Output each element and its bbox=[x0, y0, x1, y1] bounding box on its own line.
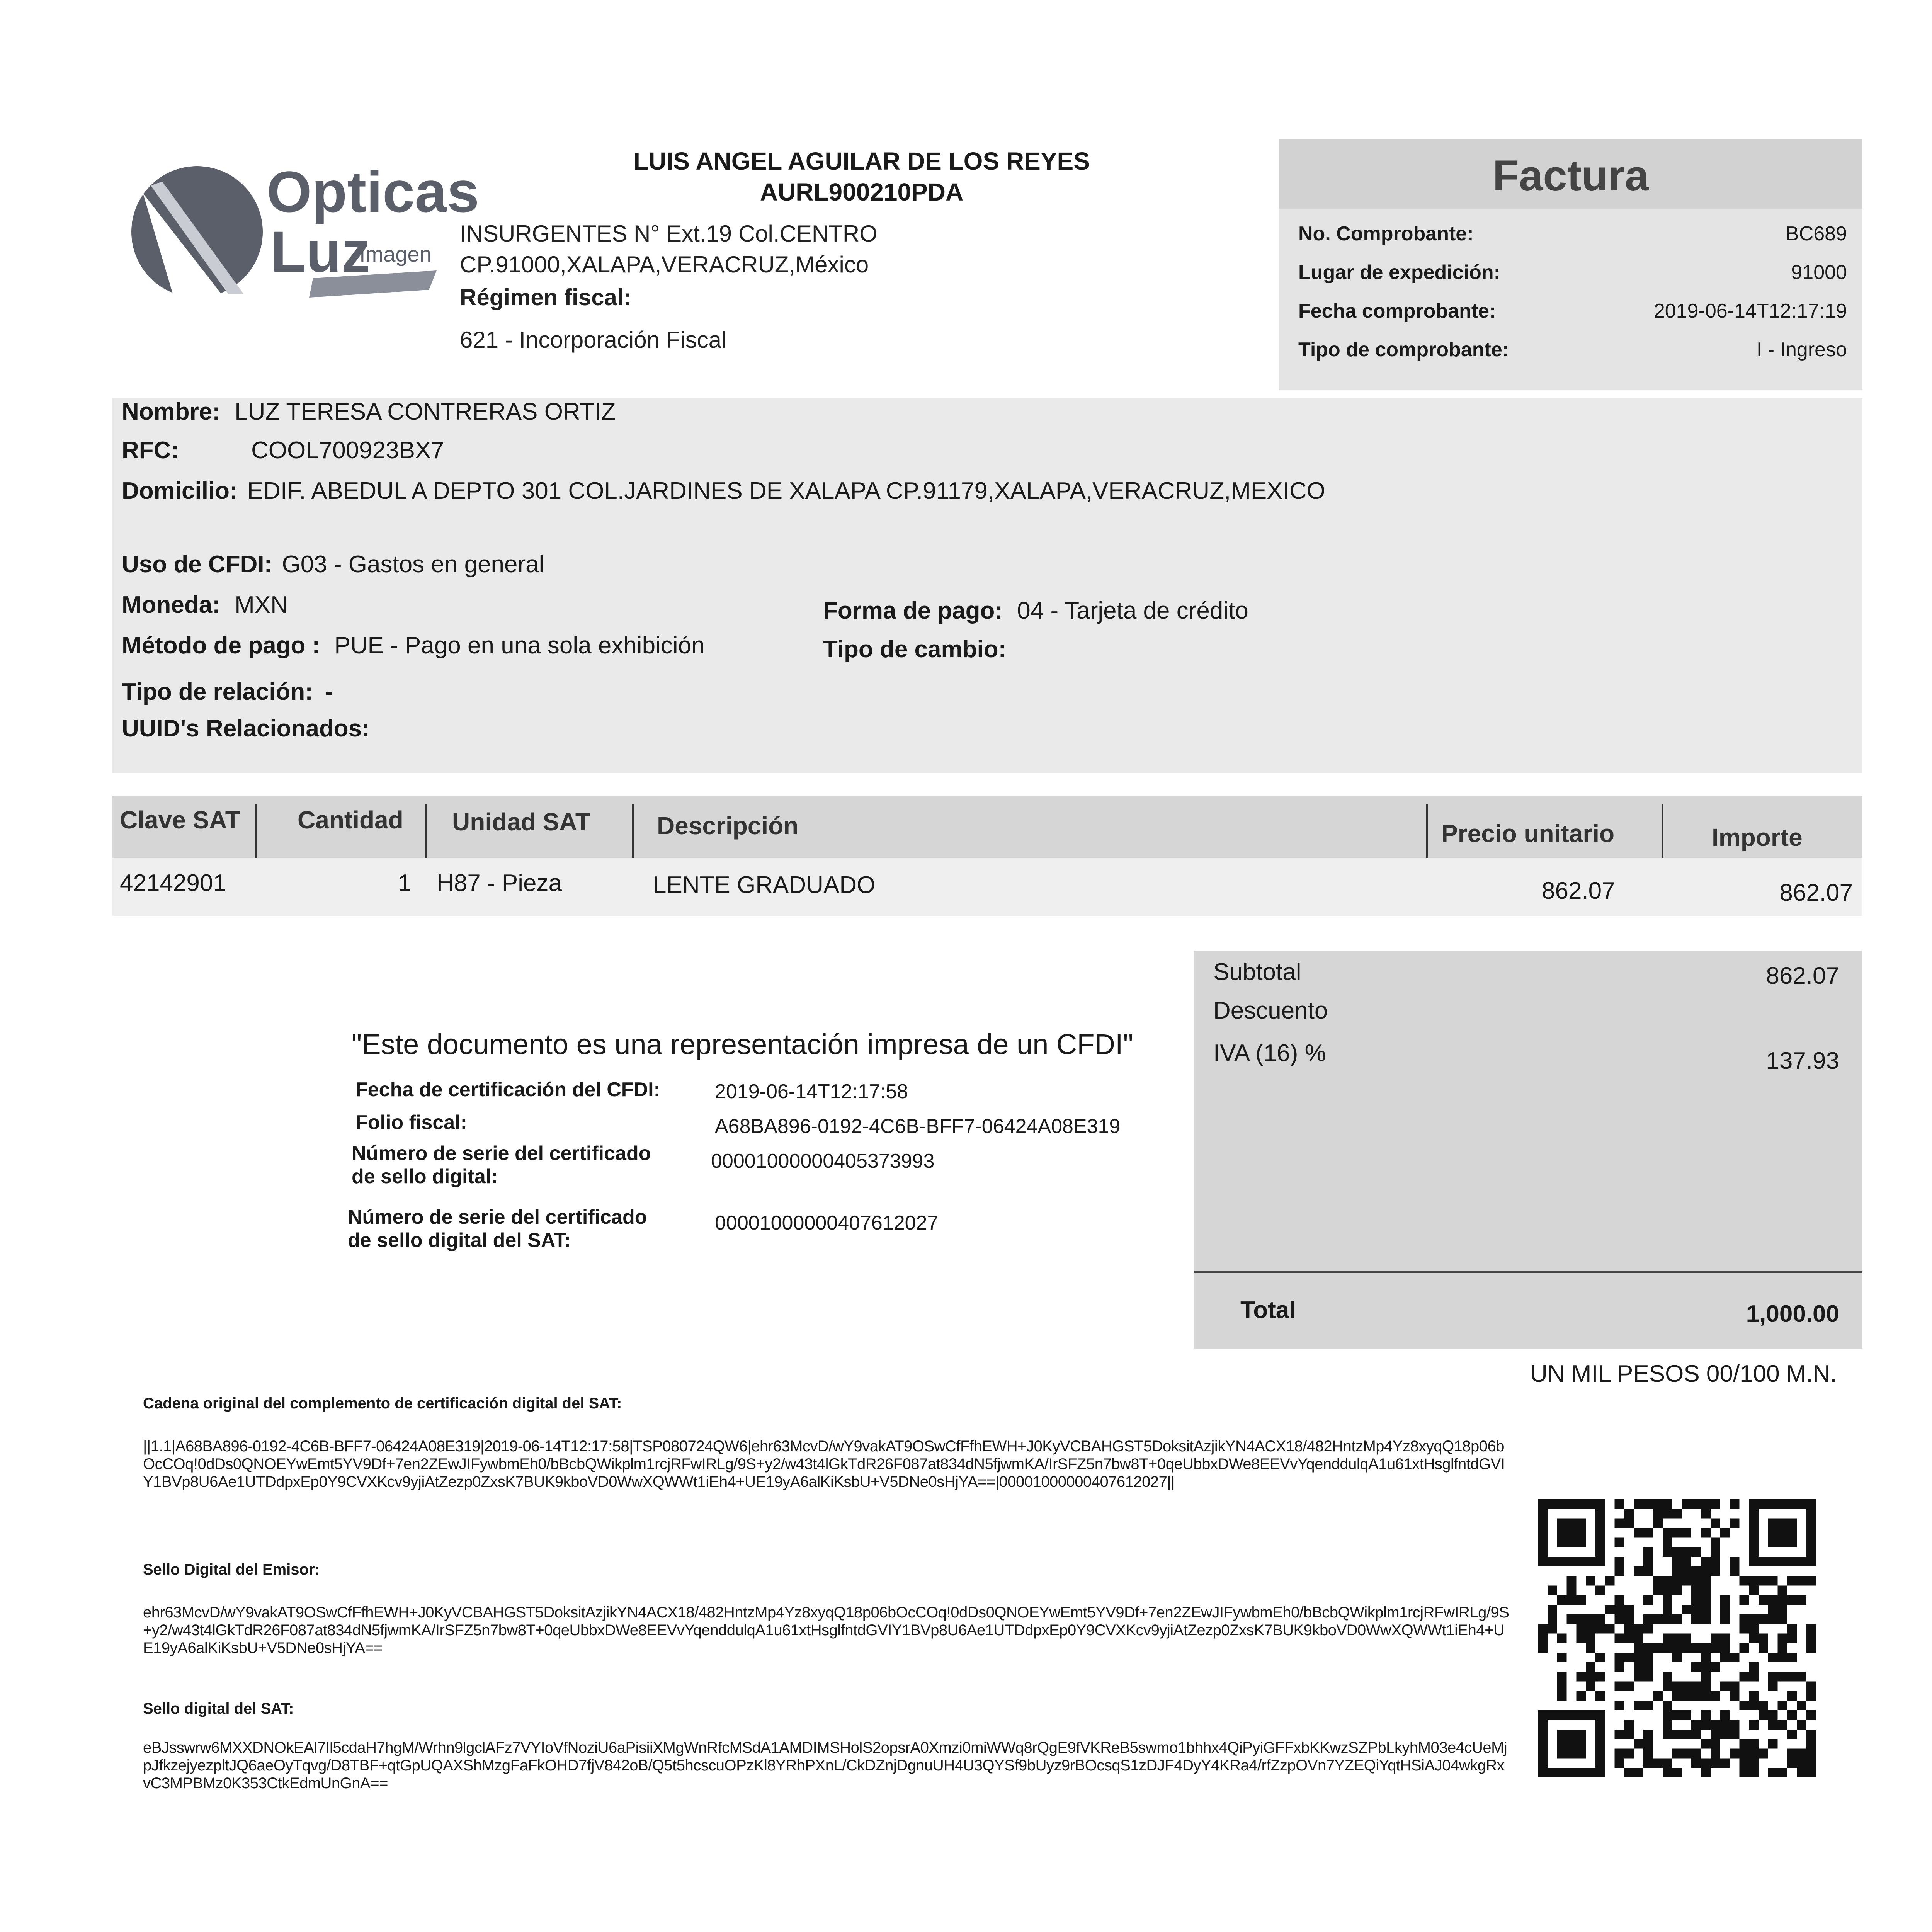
qr-code-icon bbox=[1538, 1499, 1816, 1777]
logo-word-imagen: Imagen bbox=[359, 242, 432, 266]
cfdi-statement: "Este documento es una representación impresa de un CFDI" bbox=[352, 1028, 1133, 1060]
client-moneda-value: MXN bbox=[235, 592, 288, 618]
client-uuids bbox=[122, 715, 370, 742]
client-domicilio bbox=[122, 477, 1325, 505]
iva-value: 137.93 bbox=[1766, 1048, 1839, 1074]
client-nombre bbox=[122, 398, 616, 425]
cert-date-label: Fecha de certificación del CFDI: bbox=[355, 1078, 660, 1101]
invoice-title: Factura bbox=[1492, 151, 1649, 200]
client-tipo-cambio bbox=[823, 636, 1006, 663]
invoice-date-label: Fecha comprobante: bbox=[1298, 300, 1496, 322]
serie-sat-label-line1: Número de serie del certificado bbox=[348, 1206, 647, 1228]
table-row bbox=[112, 858, 1862, 916]
total-value: 1,000.00 bbox=[1746, 1301, 1839, 1327]
serie-label-line2: de sello digital: bbox=[352, 1165, 498, 1188]
column-divider bbox=[425, 804, 427, 858]
issuer-regimen-value: 621 - Incorporación Fiscal bbox=[460, 327, 727, 353]
cadena-original-text: ||1.1|A68BA896-0192-4C6B-BFF7-06424A08E319|2019-06-14T12:17:58|TSP080724QW6|ehr63McvD/wY9vakAT9OSwCfFfhEWH+J0KyVCBAHGST5DoksitAzjikYN4ACX18/482HntzMp4Yz8xyqQ18p06bOcCOq!0dDs0QNOEYwEmt5YV9Df+7en2ZEwJIFywbmEh0/bBcbQWikplm1rcjRFwIRLg/9S+y2/w43t4lGkTdR26F087at834dN5fjwmKA/IrSFZ5n7bw8T+0qeUbbxDWe8EEVvYqenddulqA1u61xtHsglfntdGVIY1BVp8U6Ae1UTDdpxEp0Y9CVXKcv9yjiAtZezp0ZxsK7BUK9kboVD0WwXQWWt1iEh4+UE19yA6alKiKsbU+V5DNe0sHjYA==|00001000000407612027|| bbox=[143, 1438, 1505, 1490]
col-precio-unitario: Precio unitario bbox=[1441, 820, 1615, 847]
iva-label: IVA (16) % bbox=[1213, 1040, 1326, 1066]
invoice-info-box bbox=[1279, 139, 1862, 390]
col-unidad-sat: Unidad SAT bbox=[452, 808, 590, 836]
client-uso-cfdi bbox=[122, 551, 544, 578]
client-metodo-label: Método de pago : bbox=[122, 632, 320, 659]
client-uuids-label: UUID's Relacionados: bbox=[122, 715, 370, 742]
client-forma-label: Forma de pago: bbox=[823, 597, 1003, 624]
folio-label: Folio fiscal: bbox=[355, 1111, 467, 1134]
client-tipo-relacion-label: Tipo de relación: bbox=[122, 679, 313, 705]
cell-cantidad: 1 bbox=[398, 870, 412, 896]
cell-clave: 42142901 bbox=[120, 870, 226, 896]
serie-sat-value: 00001000000407612027 bbox=[715, 1212, 939, 1234]
client-domicilio-value: EDIF. ABEDUL A DEPTO 301 COL.JARDINES DE XALAPA CP.91179,XALAPA,VERACRUZ,MEXICO bbox=[247, 478, 1325, 504]
client-nombre-label: Nombre: bbox=[122, 398, 220, 425]
client-forma-pago bbox=[823, 597, 1248, 624]
client-nombre-value: LUZ TERESA CONTRERAS ORTIZ bbox=[235, 398, 616, 425]
client-uso-label: Uso de CFDI: bbox=[122, 551, 272, 578]
cell-precio: 862.07 bbox=[1542, 878, 1615, 904]
client-tipo-relacion bbox=[122, 678, 333, 706]
folio-value: A68BA896-0192-4C6B-BFF7-06424A08E319 bbox=[715, 1115, 1121, 1138]
column-divider bbox=[632, 804, 634, 858]
cell-descripcion: LENTE GRADUADO bbox=[653, 872, 876, 898]
totals-box bbox=[1194, 951, 1862, 1349]
totals-divider bbox=[1194, 1271, 1862, 1273]
cadena-original-label: Cadena original del complemento de certificación digital del SAT: bbox=[143, 1395, 622, 1412]
invoice-place-label: Lugar de expedición: bbox=[1298, 261, 1500, 284]
issuer-rfc: AURL900210PDA bbox=[760, 178, 964, 206]
descuento-label: Descuento bbox=[1213, 997, 1328, 1024]
issuer-address-2: CP.91000,XALAPA,VERACRUZ,México bbox=[460, 252, 869, 277]
client-moneda bbox=[122, 591, 288, 619]
cell-importe: 862.07 bbox=[1779, 879, 1853, 906]
invoice-row-place bbox=[1298, 261, 1847, 284]
total-in-words: UN MIL PESOS 00/100 M.N. bbox=[1530, 1361, 1837, 1387]
total-label: Total bbox=[1240, 1297, 1296, 1323]
client-domicilio-label: Domicilio: bbox=[122, 478, 238, 504]
sello-sat-label: Sello digital del SAT: bbox=[143, 1700, 294, 1717]
invoice-row-number bbox=[1298, 222, 1847, 245]
serie-sat-label-line2: de sello digital del SAT: bbox=[348, 1229, 571, 1252]
client-uso-value: G03 - Gastos en general bbox=[282, 551, 544, 578]
logo-word-luz: Luz bbox=[270, 219, 371, 284]
sello-emisor-text: ehr63McvD/wY9vakAT9OSwCfFfhEWH+J0KyVCBAHGST5DoksitAzjikYN4ACX18/482HntzMp4Yz8xyqQ18p06bOcCOq!0dDs0QNOEYwEmt5YV9Df+7en2ZEwJIFywbmEh0/bBcbQWikplm1rcjRFwIRLg/9S+y2/w43t4lGkTdR26F087at834dN5fjwmKA/IrSFZ5n7bw8T+0qeUbbxDWe8EEVvYqenddulqA1u61xtHsglfntdGVIY1BVp8U6Ae1UTDdpxEp0Y9CVXKcv9yjiAtZezp0ZxsK7BUK9kboVD0WwXQWWt1iEh4+UE19yA6alKiKsbU+V5DNe0sHjYA== bbox=[143, 1604, 1509, 1656]
serie-label-line1: Número de serie del certificado bbox=[352, 1142, 651, 1165]
sello-sat-text: eBJsswrw6MXXDNOkEAl7Il5cdaH7hgM/Wrhn9lgclAFz7VYIoVfNoziU6aPisiiXMgWnRfcMSdA1AMDIMSHolS2opsrA0Xmzi0miWWq8rQgE9fVKReB5swmo1bhhx4QiPyiGFFxbKKwzSZPbLkyhM03e4cUeMjpJfkzejyezpltJQ6aeOyTqvg/D8TBF+qtGpUQAXShMzgFaFkOHD7fjV842oB/Q5t5hcscuOPzKl8YRhPXnL/CkDZnjDgnuUH4U3QYSf9bUyz9rBOcsqS1zDJF4DyY4KRa4/rfZzpOVn7YZEQiYqtHSiAJ04wkgRxvC3MPBMz0K353CtkEdmUnGnA== bbox=[143, 1739, 1507, 1792]
client-rfc bbox=[122, 437, 179, 464]
invoice-row-type bbox=[1298, 338, 1847, 361]
sello-emisor-label: Sello Digital del Emisor: bbox=[143, 1561, 320, 1578]
client-forma-value: 04 - Tarjeta de crédito bbox=[1017, 597, 1248, 624]
invoice-number-value: BC689 bbox=[1786, 223, 1847, 245]
column-divider bbox=[1426, 804, 1428, 858]
invoice-row-date bbox=[1298, 299, 1847, 323]
client-rfc-value: COOL700923BX7 bbox=[251, 437, 444, 464]
serie-value: 00001000000405373993 bbox=[711, 1150, 935, 1172]
invoice-type-value: I - Ingreso bbox=[1756, 338, 1847, 361]
column-divider bbox=[1662, 804, 1663, 858]
logo-word-opticas: Opticas bbox=[267, 159, 480, 224]
column-divider bbox=[255, 804, 257, 858]
client-tipo-cambio-label: Tipo de cambio: bbox=[823, 636, 1007, 663]
invoice-number-label: No. Comprobante: bbox=[1298, 223, 1474, 245]
invoice-type-label: Tipo de comprobante: bbox=[1298, 338, 1509, 361]
issuer-regimen-label: Régimen fiscal: bbox=[460, 284, 631, 310]
col-cantidad: Cantidad bbox=[298, 806, 403, 834]
cell-unidad: H87 - Pieza bbox=[437, 870, 562, 896]
client-moneda-label: Moneda: bbox=[122, 592, 220, 618]
invoice-date-value: 2019-06-14T12:17:19 bbox=[1653, 300, 1847, 322]
items-table-header bbox=[112, 796, 1862, 858]
client-metodo-value: PUE - Pago en una sola exhibición bbox=[334, 632, 705, 659]
col-descripcion: Descripción bbox=[657, 812, 799, 840]
subtotal-label: Subtotal bbox=[1213, 959, 1301, 985]
subtotal-value: 862.07 bbox=[1766, 963, 1839, 989]
issuer-name: LUIS ANGEL AGUILAR DE LOS REYES bbox=[633, 147, 1090, 175]
invoice-place-value: 91000 bbox=[1791, 261, 1847, 284]
company-logo bbox=[128, 151, 480, 313]
client-info-box bbox=[112, 398, 1862, 773]
col-clave-sat: Clave SAT bbox=[120, 806, 240, 834]
issuer-address-1: INSURGENTES N° Ext.19 Col.CENTRO bbox=[460, 221, 878, 247]
client-metodo-pago bbox=[122, 632, 705, 659]
client-rfc-label: RFC: bbox=[122, 437, 179, 464]
col-importe: Importe bbox=[1712, 823, 1803, 851]
cert-date-value: 2019-06-14T12:17:58 bbox=[715, 1080, 908, 1103]
client-tipo-relacion-value: - bbox=[325, 679, 333, 705]
